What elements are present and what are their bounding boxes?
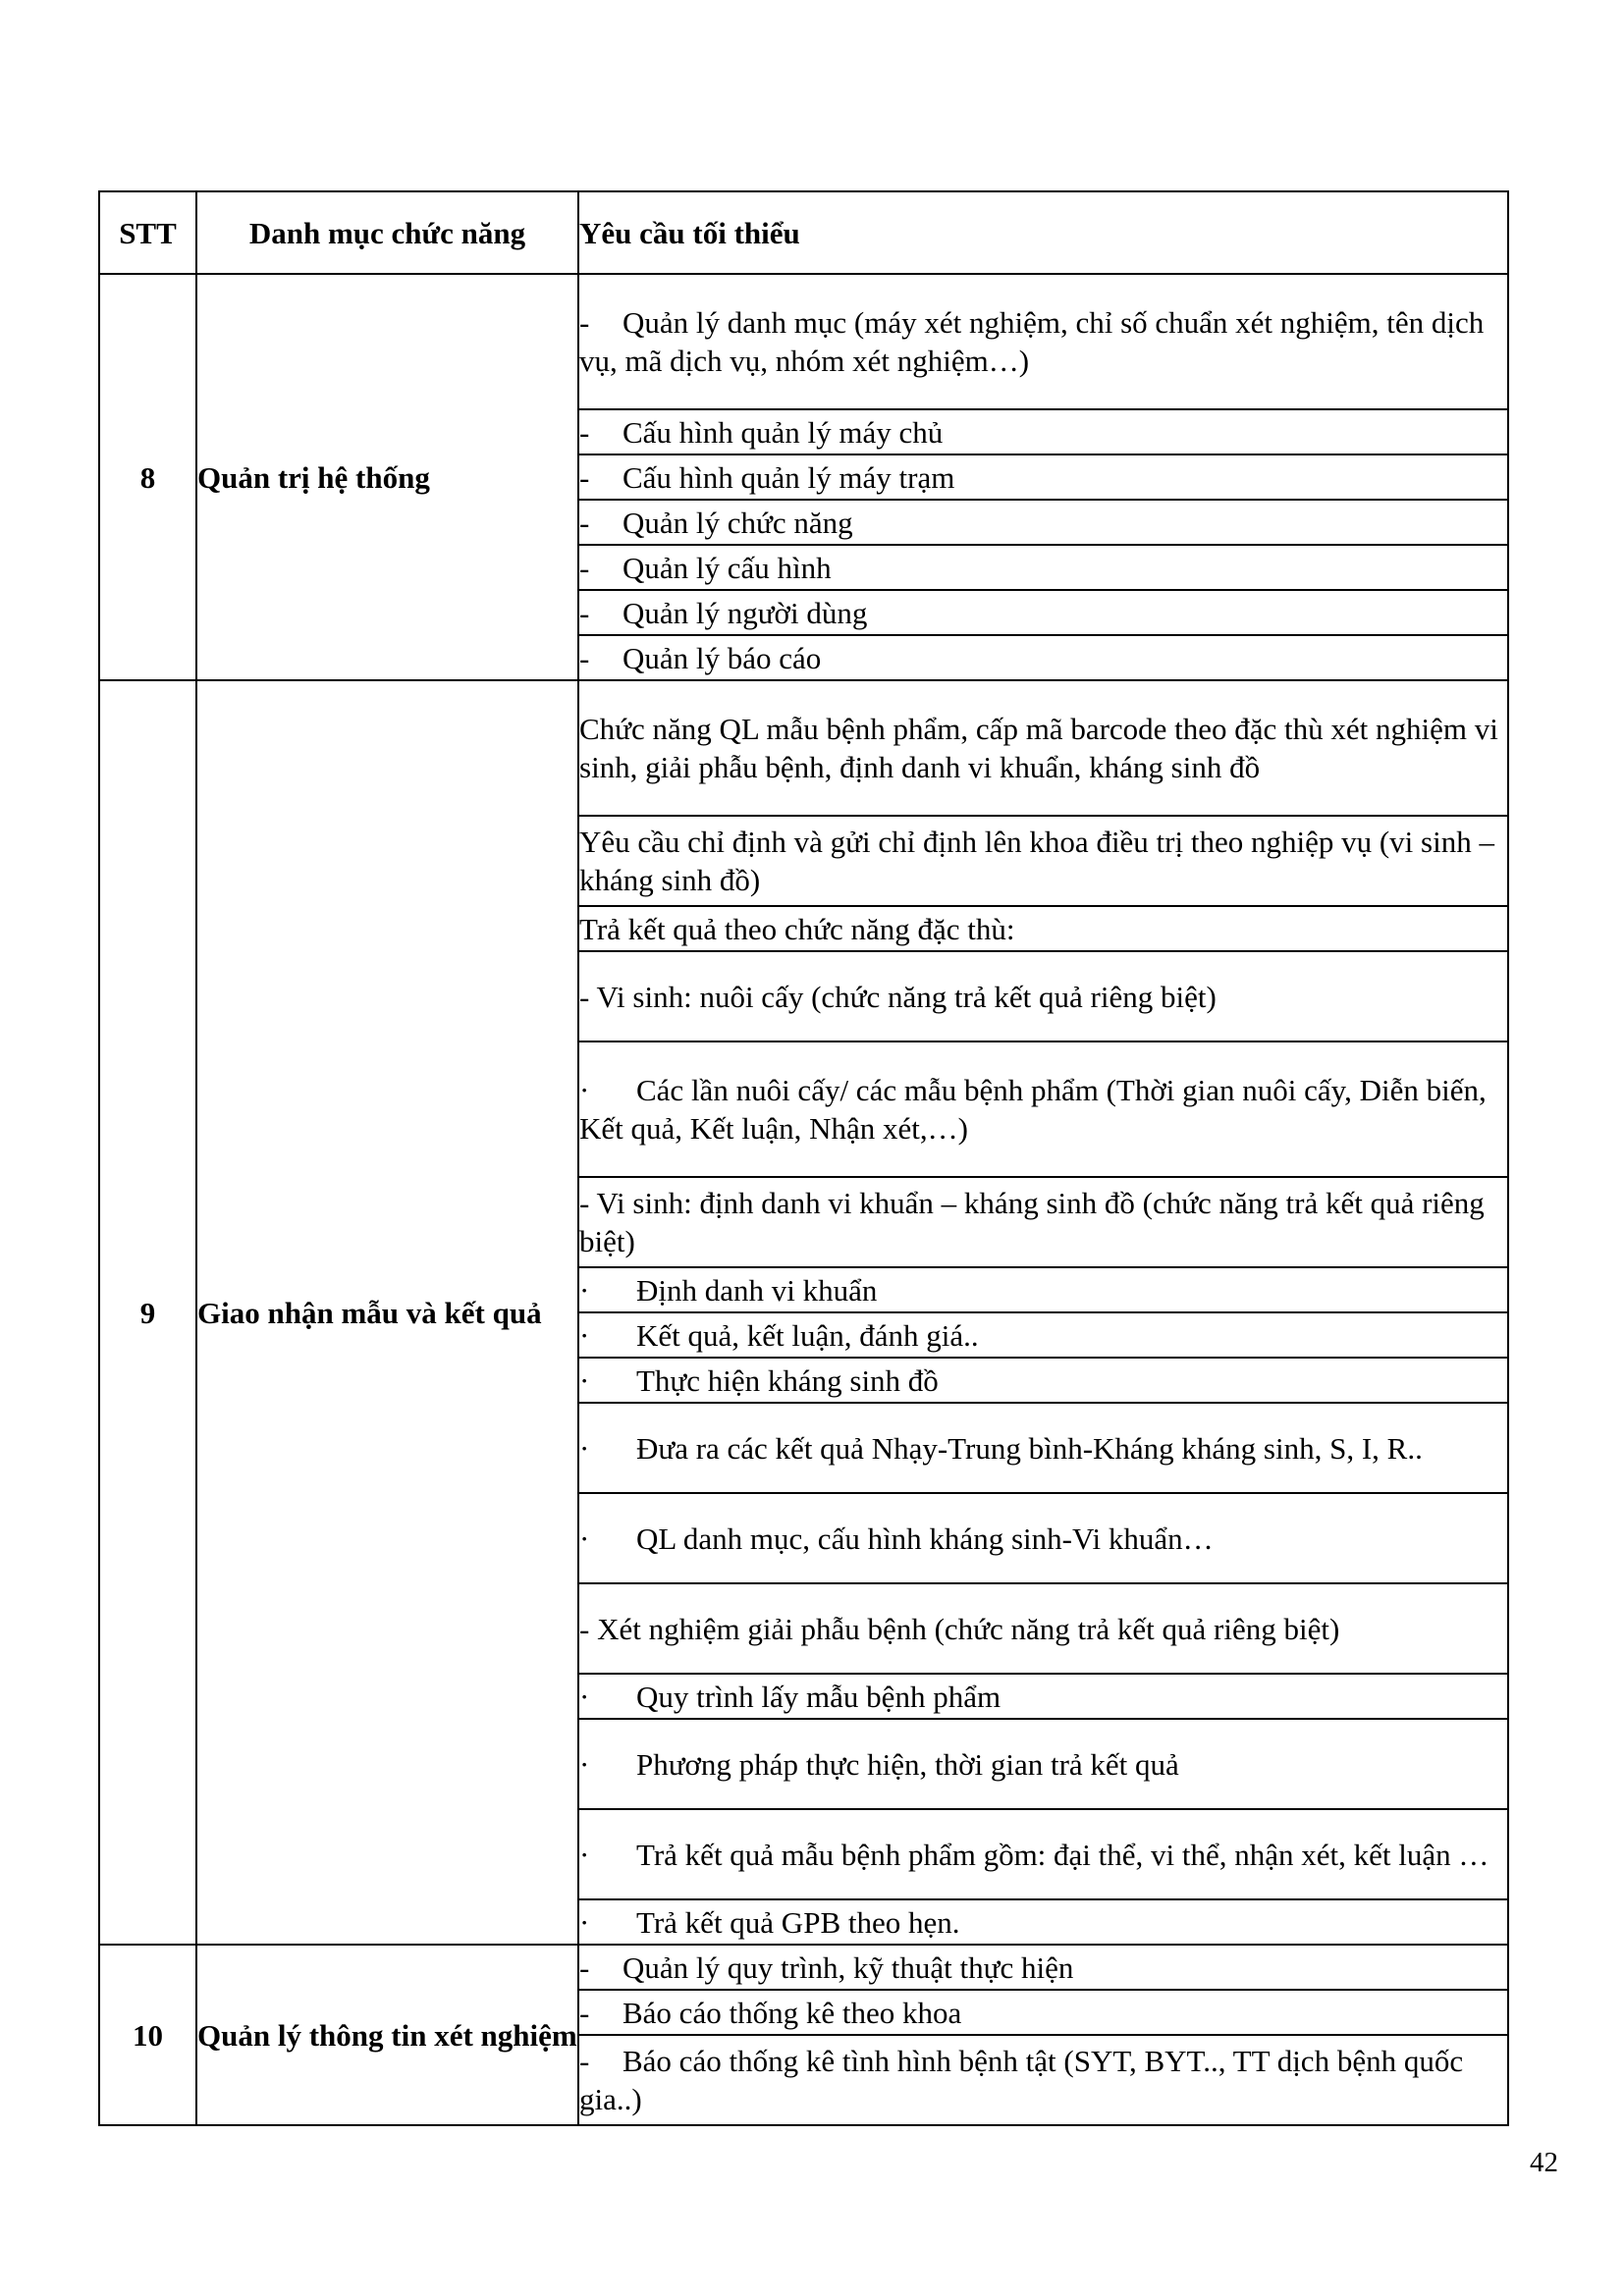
row-category: Quản trị hệ thống: [196, 274, 578, 680]
header-requirement: Yêu cầu tối thiểu: [578, 191, 1508, 274]
requirement-cell: Yêu cầu chỉ định và gửi chỉ định lên khoa điều trị theo nghiệp vụ (vi sinh – kháng sinh đồ): [578, 816, 1508, 906]
requirement-cell: - Quản lý chức năng: [578, 500, 1508, 545]
requirement-cell: - Quản lý quy trình, kỹ thuật thực hiện: [578, 1945, 1508, 1990]
table-header-row: [99, 191, 1508, 274]
requirement-cell: - Quản lý người dùng: [578, 590, 1508, 635]
requirement-cell: - Báo cáo thống kê theo khoa: [578, 1990, 1508, 2035]
requirements-table: [98, 190, 1509, 2126]
requirement-cell: - Vi sinh: nuôi cấy (chức năng trả kết quả riêng biệt): [578, 951, 1508, 1041]
requirement-cell: · QL danh mục, cấu hình kháng sinh-Vi khuẩn…: [578, 1493, 1508, 1583]
requirement-cell: · Kết quả, kết luận, đánh giá..: [578, 1312, 1508, 1358]
requirement-cell: · Đưa ra các kết quả Nhạy-Trung bình-Kháng kháng sinh, S, I, R..: [578, 1403, 1508, 1493]
row-stt: 10: [99, 1945, 196, 2125]
requirement-cell: - Quản lý báo cáo: [578, 635, 1508, 680]
requirement-cell: · Trả kết quả GPB theo hẹn.: [578, 1899, 1508, 1945]
requirement-cell: · Thực hiện kháng sinh đồ: [578, 1358, 1508, 1403]
requirement-cell: - Vi sinh: định danh vi khuẩn – kháng sinh đồ (chức năng trả kết quả riêng biệt): [578, 1177, 1508, 1267]
row-category: Giao nhận mẫu và kết quả: [196, 680, 578, 1945]
header-category: Danh mục chức năng: [196, 191, 578, 274]
requirement-cell: - Cấu hình quản lý máy trạm: [578, 454, 1508, 500]
requirement-cell: - Xét nghiệm giải phẫu bệnh (chức năng trả kết quả riêng biệt): [578, 1583, 1508, 1674]
requirement-cell: - Quản lý danh mục (máy xét nghiệm, chỉ số chuẩn xét nghiệm, tên dịch vụ, mã dịch vụ, nhóm xét nghiệm…): [578, 274, 1508, 409]
requirement-cell: Chức năng QL mẫu bệnh phẩm, cấp mã barcode theo đặc thù xét nghiệm vi sinh, giải phẫu bệnh, định danh vi khuẩn, kháng sinh đồ: [578, 680, 1508, 816]
page-number: 42: [1530, 2147, 1558, 2178]
header-stt: STT: [99, 191, 196, 274]
table-row: [99, 274, 1508, 409]
requirement-cell: Trả kết quả theo chức năng đặc thù:: [578, 906, 1508, 951]
requirement-cell: · Phương pháp thực hiện, thời gian trả kết quả: [578, 1719, 1508, 1809]
requirement-cell: - Cấu hình quản lý máy chủ: [578, 409, 1508, 454]
requirement-cell: - Quản lý cấu hình: [578, 545, 1508, 590]
row-stt: 9: [99, 680, 196, 1945]
requirement-cell: · Các lần nuôi cấy/ các mẫu bệnh phẩm (Thời gian nuôi cấy, Diễn biến, Kết quả, Kết luận, Nhận xét,…): [578, 1041, 1508, 1177]
requirement-cell: · Định danh vi khuẩn: [578, 1267, 1508, 1312]
table-row: [99, 680, 1508, 816]
requirement-cell: - Báo cáo thống kê tình hình bệnh tật (SYT, BYT.., TT dịch bệnh quốc gia..): [578, 2035, 1508, 2125]
requirement-cell: · Trả kết quả mẫu bệnh phẩm gồm: đại thể, vi thể, nhận xét, kết luận …: [578, 1809, 1508, 1899]
table-row: [99, 1945, 1508, 1990]
requirement-cell: · Quy trình lấy mẫu bệnh phẩm: [578, 1674, 1508, 1719]
row-stt: 8: [99, 274, 196, 680]
row-category: Quản lý thông tin xét nghiệm: [196, 1945, 578, 2125]
